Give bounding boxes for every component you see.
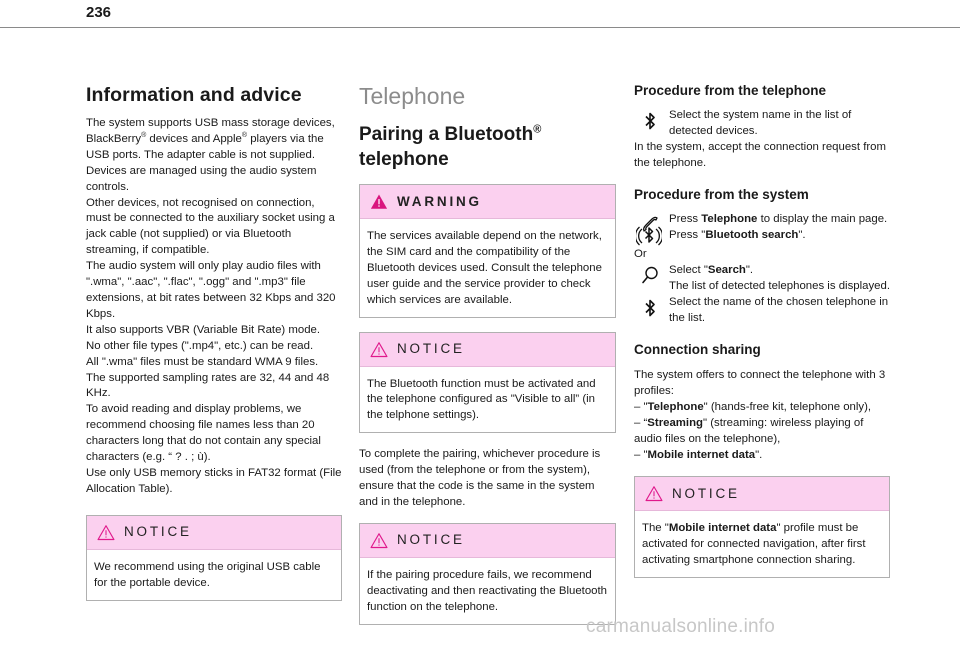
notice-header bbox=[635, 477, 889, 511]
notice-title: NOTICE bbox=[397, 341, 465, 357]
page-number: 236 bbox=[86, 4, 112, 21]
heading-procedure-telephone: Procedure from the telephone bbox=[634, 83, 827, 98]
pairing-code-paragraph: To complete the pairing, whichever procedure is used (from the telephone or from the system), ensure that the code is the same in the system and in the telephone. bbox=[359, 448, 601, 508]
notice-header bbox=[87, 516, 341, 550]
notice-text: The "Mobile internet data" profile must be activated for connected navigation, after first activating smartphone connection sharing. bbox=[642, 522, 866, 567]
notice-header bbox=[360, 524, 615, 558]
magnifier-icon bbox=[640, 265, 660, 287]
column-procedures bbox=[634, 82, 890, 592]
paragraph-line: The audio system will only play audio files with ".wma", ".aac", ".flac", ".ogg" and ".mp3" file extensions, at bit rates between 32 Kbps and 320 Kbps. bbox=[86, 260, 336, 320]
step-select-telephone-name: Select the name of the chosen telephone in the list. bbox=[634, 295, 890, 327]
notice-text: The Bluetooth function must be activated and the telephone configured as "Visible to all” (in the telphone settings). bbox=[367, 377, 596, 422]
heading-connection-sharing: Connection sharing bbox=[634, 341, 761, 357]
heading-procedure-system: Procedure from the system bbox=[634, 186, 809, 202]
column-telephone bbox=[359, 82, 616, 639]
header-rule bbox=[0, 27, 960, 28]
bluetooth-icon bbox=[640, 297, 660, 319]
notice-box-mobile-data bbox=[634, 476, 890, 578]
watermark: carmanualsonline.info bbox=[586, 616, 776, 637]
warning-title: WARNING bbox=[397, 193, 482, 209]
usb-support-paragraph: The system supports USB mass storage devices, BlackBerry® devices and Apple® players via the USB ports. The adapter cable is not supplied. bbox=[86, 117, 335, 161]
notice-triangle-icon bbox=[370, 532, 388, 549]
heading-pairing-bluetooth: Pairing a Bluetooth® telephone bbox=[359, 123, 542, 170]
notice-box-visible bbox=[359, 332, 616, 434]
warning-box bbox=[359, 184, 616, 318]
or-label: Or bbox=[634, 248, 647, 261]
notice-text: We recommend using the original USB cable for the portable device. bbox=[94, 560, 321, 589]
paragraph-line: To avoid reading and display problems, we recommend choosing file names less than 20 characters long that do not contain any special characters (e.g. “ ? . ; ù). bbox=[86, 403, 321, 464]
paragraph-line: Devices are managed using the audio system controls. bbox=[86, 164, 317, 193]
step-select-system-name: Select the system name in the list of detected devices. bbox=[634, 108, 890, 140]
notice-title: NOTICE bbox=[397, 532, 465, 548]
heading-information-advice: Information and advice bbox=[86, 84, 302, 106]
notice-title: NOTICE bbox=[672, 485, 740, 501]
notice-title: NOTICE bbox=[124, 524, 192, 540]
notice-box-pairing-fails bbox=[359, 523, 616, 625]
profile-streaming: – “Streaming" (streaming: wireless playing of audio files on the telephone), bbox=[634, 416, 864, 445]
sharing-intro: The system offers to connect the telephone with 3 profiles: bbox=[634, 368, 886, 397]
bluetooth-search-icon bbox=[636, 222, 662, 250]
paragraph-line: No other file types (".mp4", etc.) can be read. bbox=[86, 339, 314, 352]
notice-triangle-icon bbox=[97, 524, 115, 541]
profile-telephone: – "Telephone" (hands-free kit, telephone only), bbox=[634, 400, 872, 413]
paragraph-line: Use only USB memory sticks in FAT32 format (File Allocation Table). bbox=[86, 466, 342, 495]
paragraph-line: Other devices, not recognised on connection, must be connected to the auxiliary socket using a jack cable (not supplied) or via Bluetooth streaming, if compatible. bbox=[86, 196, 335, 257]
phone-accept-text: In the system, accept the connection request from the telephone. bbox=[634, 140, 886, 169]
notice-header bbox=[360, 333, 615, 367]
bluetooth-icon bbox=[640, 110, 660, 132]
notice-text: If the pairing procedure fails, we recommend deactivating and then reactivating the Bluetooth function on the telephone. bbox=[367, 568, 608, 613]
notice-triangle-icon bbox=[645, 485, 663, 502]
warning-text: The services available depend on the network, the SIM card and the compatibility of the Bluetooth devices used. Consult the telephone user guide and the service provider to check which services are available. bbox=[367, 230, 602, 306]
profile-mobile-internet: – "Mobile internet data". bbox=[634, 448, 763, 461]
step-press-telephone: Press Telephone to display the main page. bbox=[634, 212, 890, 228]
paragraph-line: It also supports VBR (Variable Bit Rate) mode. bbox=[86, 323, 321, 336]
notice-triangle-icon bbox=[370, 341, 388, 358]
notice-box-usb bbox=[86, 515, 342, 601]
paragraph-line: The supported sampling rates are 32, 44 and 48 KHz. bbox=[86, 371, 330, 400]
warning-triangle-icon bbox=[370, 193, 388, 210]
section-title-telephone: Telephone bbox=[359, 83, 466, 109]
information-text bbox=[86, 116, 342, 498]
column-information bbox=[86, 82, 342, 615]
warning-header bbox=[360, 185, 615, 219]
paragraph-line: All ".wma" files must be standard WMA 9 files. bbox=[86, 355, 319, 368]
step-select-search: Select "Search". The list of detected telephones is displayed. bbox=[634, 263, 890, 295]
step-press-bluetooth-search: Press "Bluetooth search". bbox=[634, 228, 890, 244]
